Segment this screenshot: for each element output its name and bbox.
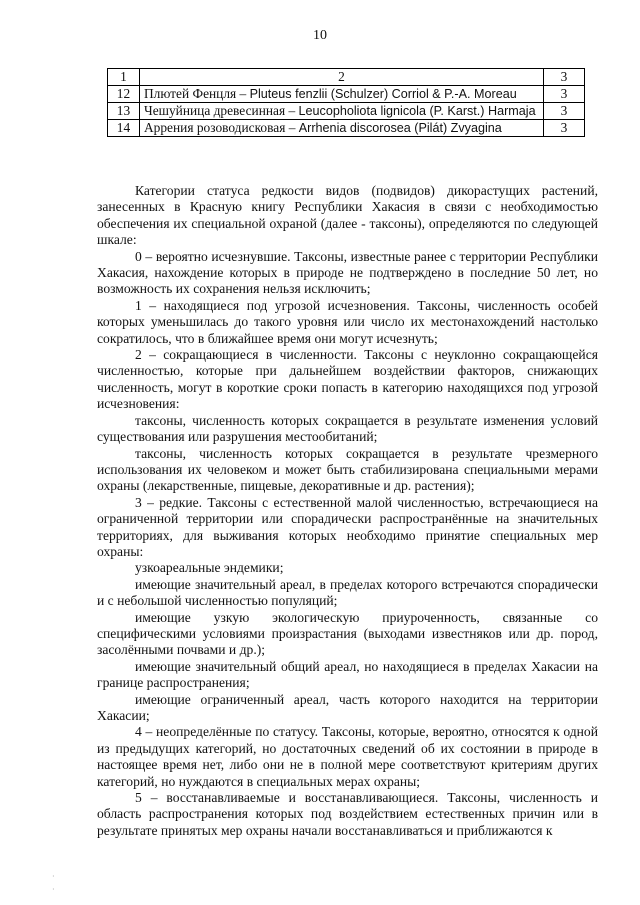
category-3-subitem: имеющие значительный общий ареал, но находящиеся в пределах Хакасии на границе распространения; — [97, 658, 598, 691]
species-name-latin: Arrhenia discorosea (Pilát) Zvyagina — [298, 121, 502, 135]
category-2-subitem: таксоны, численность которых сокращается в результате чрезмерного использования их человеком и может быть стабилизирована специальными мерами охраны (лекарственные, пищевые, декоративные и др. растения); — [97, 445, 598, 494]
species-name-latin: Leucopholiota lignicola (P. Karst.) Harmaja — [298, 104, 536, 118]
category-1-paragraph: 1 – находящиеся под угрозой исчезновения. Таксоны, численность особей которых уменьшилась до такого уровня или число их местонахождений настолько сократилось, что в ближайшее время они могут исчезнуть; — [97, 297, 598, 346]
category-3-subitem: узкоареальные эндемики; — [135, 560, 284, 576]
category-4-paragraph: 4 – неопределённые по статусу. Таксоны, которые, вероятно, относятся к одной из предыдущих категорий, но достаточных сведений об их состоянии в природе в настоящее время нет, либо они не в полной мере соответствуют критериям других категорий, но нуждаются в специальных мерах охраны; — [97, 724, 598, 789]
header-cell-category: 3 — [544, 69, 585, 86]
table-header-row — [108, 69, 585, 86]
page-number: 10 — [313, 28, 327, 43]
table-row — [108, 120, 585, 137]
table-row — [108, 103, 585, 120]
species-name-russian: Плютей Фенцля – — [144, 86, 250, 101]
category-3-subitem: имеющие узкую экологическую приуроченность, связанные со специфическими условиями произрастания (выходами известняков или др. пород, засолёнными почвами и др.); — [97, 609, 598, 658]
species-name-latin: Pluteus fenzlii (Schulzer) Corriol & P.-A. Moreau — [249, 87, 517, 101]
row-number: 14 — [108, 120, 140, 137]
species-table — [107, 68, 585, 137]
species-name-russian: Аррения розоводисковая – — [144, 120, 299, 135]
body-text — [97, 183, 598, 839]
row-number: 13 — [108, 103, 140, 120]
species-name — [140, 103, 544, 120]
scan-mark: · — [52, 872, 55, 881]
category-5-paragraph: 5 – восстанавливаемые и восстанавливающиеся. Таксоны, численность и область распространения которых под воздействием естественных причин или в результате принятых мер охраны начали восстанавливаться и приближаются к — [97, 790, 598, 838]
species-name — [140, 86, 544, 103]
category-3-subitem: имеющие значительный ареал, в пределах которого встречаются спорадически и с небольшой численностью популяций; — [97, 576, 598, 609]
category-value: 3 — [544, 86, 585, 103]
category-2-subitem: таксоны, численность которых сокращается в результате изменения условий существования или разрушения местообитаний; — [97, 412, 598, 445]
category-value: 3 — [544, 103, 585, 120]
intro-paragraph: Категории статуса редкости видов (подвидов) дикорастущих растений, занесенных в Красную книгу Республики Хакасия в связи с необходимостью обеспечения их специальной охраной (далее - таксоны), определяются по следующей шкале: — [97, 183, 598, 248]
scan-mark: · — [52, 885, 55, 894]
species-name-russian: Чешуйница древесинная – — [144, 103, 299, 118]
species-name — [140, 120, 544, 137]
category-value: 3 — [544, 120, 585, 137]
category-3-subitem: имеющие ограниченный ареал, часть которого находится на территории Хакасии; — [97, 691, 598, 723]
header-cell-name: 2 — [140, 69, 544, 86]
category-3-paragraph: 3 – редкие. Таксоны с естественной малой численностью, встречающиеся на ограниченной территории или спорадически распространённые на значительных территориях, для выживания которых необходимо принятие специальных мер охраны: — [97, 494, 598, 559]
table-row — [108, 86, 585, 103]
category-2-paragraph: 2 – сокращающиеся в численности. Таксоны с неуклонно сокращающейся численностью, которые при дальнейшем воздействии факторов, снижающих численность, могут в короткие сроки попасть в категорию находящихся под угрозой исчезновения: — [97, 347, 598, 412]
row-number: 12 — [108, 86, 140, 103]
category-0-paragraph: 0 – вероятно исчезнувшие. Таксоны, известные ранее с территории Республики Хакасия, нахождение которых в природе не подтверждено в последние 50 лет, но возможность их сохранения нельзя исключить; — [97, 248, 598, 297]
header-cell-number: 1 — [108, 69, 140, 86]
